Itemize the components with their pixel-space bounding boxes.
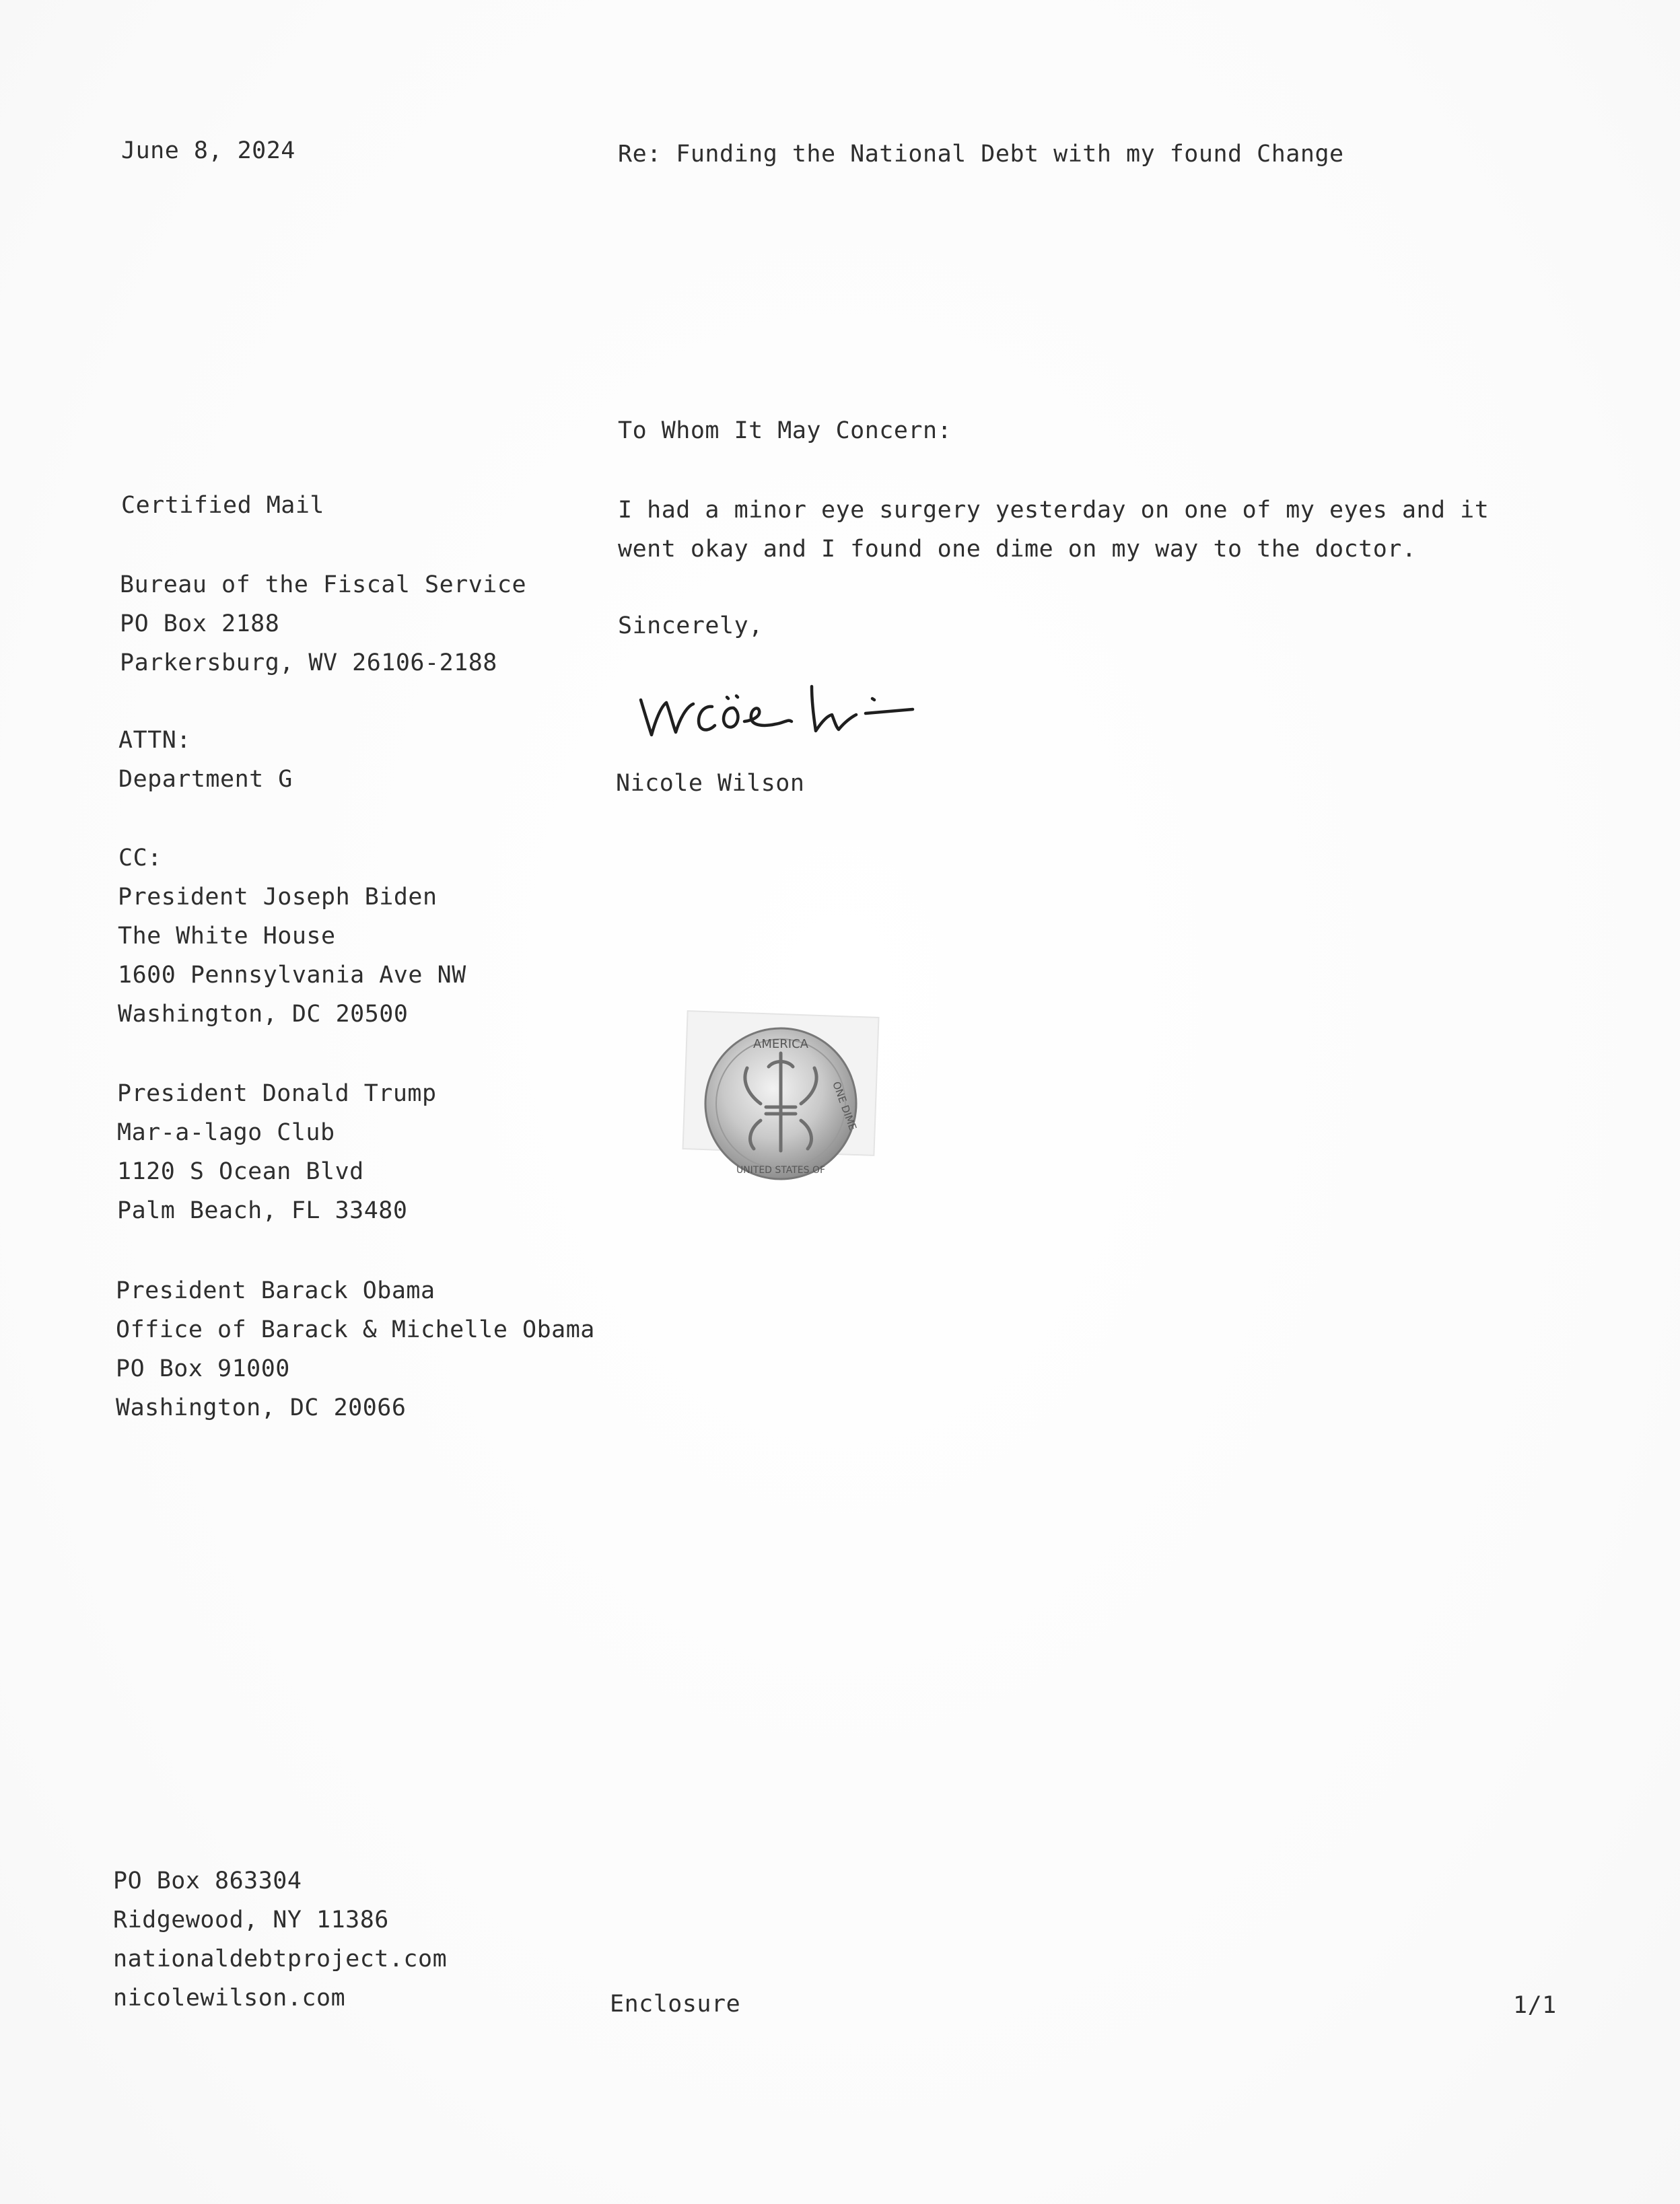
mailing-method: Certified Mail	[121, 492, 325, 519]
closing: Sincerely,	[618, 612, 763, 639]
enclosure-label: Enclosure	[610, 1991, 741, 2018]
letter-date: June 8, 2024	[121, 137, 295, 164]
cc-line: PO Box 91000	[116, 1355, 290, 1382]
sender-line: nationaldebtproject.com	[113, 1946, 448, 1972]
cc-line: Palm Beach, FL 33480	[117, 1197, 408, 1224]
cc-recipient-obama	[116, 1271, 595, 1427]
attn-block	[118, 721, 293, 799]
recipient-address	[120, 565, 526, 682]
cc-line: Office of Barack & Michelle Obama	[116, 1316, 595, 1343]
recipient-line: Bureau of the Fiscal Service	[120, 571, 527, 598]
cc-label: CC:	[118, 845, 162, 872]
cc-line: President Donald Trump	[117, 1080, 437, 1107]
attn-value: Department G	[118, 766, 293, 793]
signer-name: Nicole Wilson	[616, 770, 805, 797]
recipient-line: Parkersburg, WV 26106-2188	[120, 649, 497, 676]
cc-line: The White House	[118, 923, 336, 950]
sender-address	[113, 1861, 447, 2018]
cc-line: Washington, DC 20500	[118, 1001, 409, 1028]
cc-line: President Joseph Biden	[118, 884, 438, 911]
handwritten-signature	[626, 660, 963, 747]
coin-text-right: ONE DIME	[830, 1079, 860, 1132]
sender-line: nicolewilson.com	[113, 1985, 346, 2012]
sender-line: Ridgewood, NY 11386	[113, 1907, 389, 1933]
coin-text-bottom: UNITED STATES OF	[736, 1165, 826, 1176]
cc-recipient-biden	[118, 878, 466, 1034]
cc-line: 1120 S Ocean Blvd	[117, 1158, 364, 1185]
page-number: 1/1	[1513, 1992, 1557, 2019]
letter-body: I had a minor eye surgery yesterday on one of my eyes and it went okay and I found one dime on my way to the doctor.	[618, 497, 1490, 563]
recipient-line: PO Box 2188	[120, 610, 280, 637]
dime-enclosure	[680, 1006, 882, 1181]
coin-text-top: AMERICA	[753, 1037, 808, 1051]
salutation: To Whom It May Concern:	[618, 417, 952, 444]
letter-subject: Re: Funding the National Debt with my found Change	[618, 141, 1344, 168]
cc-line: 1600 Pennsylvania Ave NW	[118, 962, 466, 989]
cc-line: Washington, DC 20066	[116, 1394, 407, 1421]
cc-line: Mar-a-lago Club	[117, 1119, 335, 1146]
sender-line: PO Box 863304	[113, 1868, 302, 1894]
cc-recipient-trump	[117, 1074, 437, 1230]
attn-label: ATTN:	[118, 727, 191, 754]
cc-line: President Barack Obama	[116, 1277, 435, 1304]
